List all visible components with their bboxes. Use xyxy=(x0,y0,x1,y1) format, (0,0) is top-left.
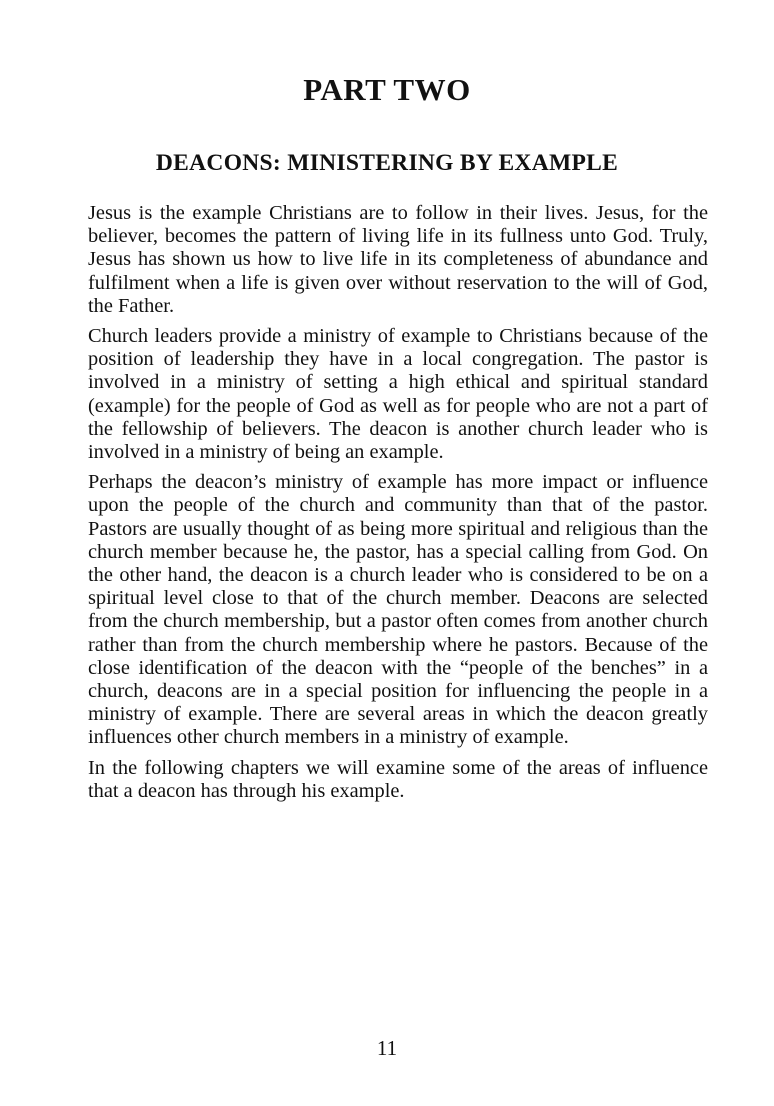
paragraph-deacon-influence: Perhaps the deacon’s ministry of example has more impact or influence upon the people of the church and community than that of the pastor. Pastors are usually thought of as being more spiritual and religious than the church member because he, the pastor, has a special calling from God. On the other hand, the deacon is a church leader who is considered to be on a spiritual level close to that of the church member. Deacons are selected from the church membership, but a pastor often comes from another church rather than from the church membership where he pastors. Because of the close identification of the deacon with the “people of the benches” in a church, deacons are in a special position for influencing the people in a ministry of example. There are several areas in which the deacon greatly influences other church members in a ministry of example. xyxy=(88,471,708,749)
page-number: 11 xyxy=(376,1036,398,1060)
paragraph-following-chapters: In the following chapters we will examine some of the areas of influence that a deacon has through his example. xyxy=(88,756,708,802)
part-title: PART TWO xyxy=(303,72,471,107)
body-text xyxy=(88,202,708,810)
paragraph-church-leaders: Church leaders provide a ministry of example to Christians because of the position of leadership they have in a local congregation. The pastor is involved in a ministry of setting a high ethical and spiritual standard (example) for the people of God as well as for people who are not a part of the fellowship of believers. The deacon is another church leader who is involved in a ministry of being an example. xyxy=(88,325,708,464)
paragraph-jesus-example: Jesus is the example Christians are to follow in their lives. Jesus, for the believer, becomes the pattern of living life in its fullness unto God. Truly, Jesus has shown us how to live life in its completeness of abundance and fulfilment when a life is given over without reservation to the will of God, the Father. xyxy=(88,202,708,317)
chapter-title: DEACONS: MINISTERING BY EXAMPLE xyxy=(155,150,619,176)
